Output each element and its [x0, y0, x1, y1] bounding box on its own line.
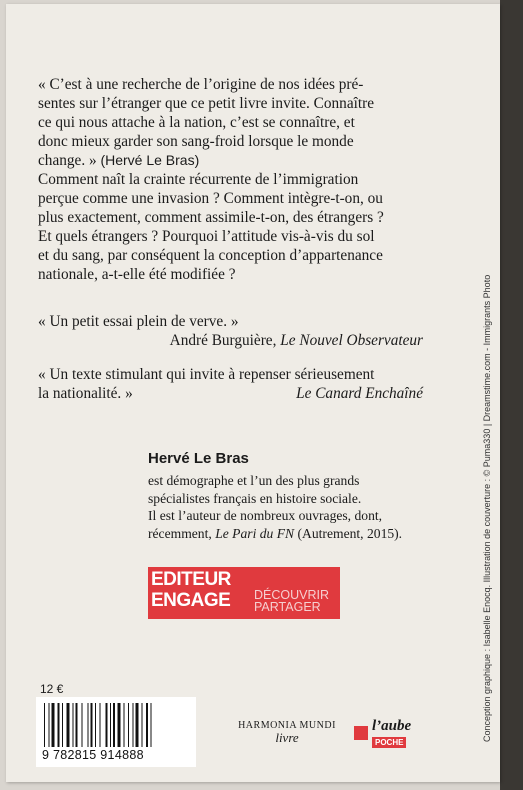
main-quote: [38, 75, 423, 284]
editeur-engage-logo: [148, 567, 340, 619]
bio-book-title: Le Pari du FN: [215, 525, 295, 541]
barcode-bar: [76, 703, 78, 747]
isbn-number: 9 782815 914888: [42, 748, 144, 762]
press-quote-author: André Burguière,: [169, 332, 277, 349]
quote-author: (Hervé Le Bras): [100, 152, 200, 168]
press-quote-attribution: [38, 331, 423, 350]
barcode-bar: [88, 703, 89, 747]
barcode-bar: [151, 703, 152, 747]
price-label: 12 €: [40, 682, 64, 696]
bio-prefix: récemment,: [148, 525, 212, 541]
barcode-bar: [62, 703, 63, 747]
barcode-bar: [100, 703, 101, 747]
bio-line-last: [148, 525, 448, 543]
quote-line: « C’est à une recherche de l’origine de nos idées pré-: [38, 76, 364, 93]
quote-line: donc mieux garder son sang-froid lorsque le monde: [38, 133, 354, 150]
barcode-bar: [113, 703, 115, 747]
engage-word: ENGAGE: [151, 590, 231, 611]
barcode-bar: [82, 703, 83, 747]
barcode-bar: [67, 703, 70, 747]
body-line: Comment naît la crainte récurrente de l’immigration: [38, 171, 359, 188]
press-quote-publication: Le Canard Enchaîné: [296, 385, 423, 402]
body-line: nationale, a-t-elle été modifiée ?: [38, 266, 236, 283]
body-line: Et quels étrangers ? Pourquoi l’attitude vis-à-vis du sol: [38, 228, 375, 245]
barcode-bar: [58, 703, 60, 747]
barcode-bar: [49, 703, 50, 747]
barcode-bar: [118, 703, 121, 747]
press-quote-text: « Un texte stimulant qui invite à repenser sérieusement: [38, 366, 375, 383]
bio-line: Il est l’auteur de nombreux ouvrages, dont,: [148, 508, 383, 523]
cover-credits: Conception graphique : Isabelle Enocq. Illustration de couverture : © Puma330 | Dreamstime.com - Immigrants Photo: [482, 274, 492, 742]
barcode-bar: [91, 703, 93, 747]
barcode-bars: [42, 703, 190, 747]
body-line: perçue comme une invasion ? Comment intègre-t-on, ou: [38, 190, 383, 207]
press-quote-publication: Le Nouvel Observateur: [280, 332, 423, 349]
press-quote-1: [38, 312, 423, 350]
editeur-word: EDITEUR: [151, 569, 231, 590]
barcode-bar: [142, 703, 143, 747]
body-line: et du sang, par conséquent la conception d’appartenance: [38, 247, 383, 264]
quote-line-last: [38, 151, 423, 170]
harmonia-mundi-name: HARMONIA MUNDI: [238, 720, 336, 731]
aube-title: l’aube: [372, 718, 412, 734]
barcode-bar: [124, 703, 125, 747]
barcode-bar: [106, 703, 108, 747]
bio-line: est démographe et l’un des plus grands: [148, 473, 360, 488]
barcode-bar: [146, 703, 148, 747]
barcode-bar: [95, 703, 96, 747]
barcode-bar: [136, 703, 139, 747]
barcode-bar: [128, 703, 129, 747]
press-quote-2: [38, 365, 423, 403]
aube-red-square: [354, 726, 368, 740]
barcode-bar: [133, 703, 134, 747]
aube-poche-label: POCHE: [372, 737, 406, 748]
author-name: Hervé Le Bras: [148, 450, 249, 467]
aube-logo: [354, 718, 434, 754]
harmonia-mundi-logo: [228, 720, 346, 745]
harmonia-mundi-sub: livre: [275, 730, 299, 745]
barcode: [36, 697, 196, 767]
barcode-bar: [44, 703, 45, 747]
bio-suffix: (Autrement, 2015).: [297, 525, 403, 541]
quote-line: sentes sur l’étranger que ce petit livre invite. Connaître: [38, 95, 374, 112]
barcode-bar: [110, 703, 111, 747]
book-spine-shadow: [500, 0, 523, 790]
barcode-bar: [52, 703, 55, 747]
quote-line: change. »: [38, 152, 97, 169]
bio-line: spécialistes français en histoire sociale.: [148, 490, 362, 506]
press-quote-line: [38, 384, 423, 403]
body-line: plus exactement, comment assimile-t-on, des étrangers ?: [38, 209, 384, 226]
quote-line: ce qui nous attache à la nation, c’est se connaître, et: [38, 114, 355, 131]
partager-word: PARTAGER: [254, 600, 321, 614]
author-bio: [148, 450, 448, 542]
press-quote-text-end: la nationalité. »: [38, 385, 133, 402]
decouvrir-word: DÉCOUVRIR: [254, 588, 330, 602]
press-quote-text: « Un petit essai plein de verve. »: [38, 313, 239, 330]
barcode-bar: [73, 703, 74, 747]
